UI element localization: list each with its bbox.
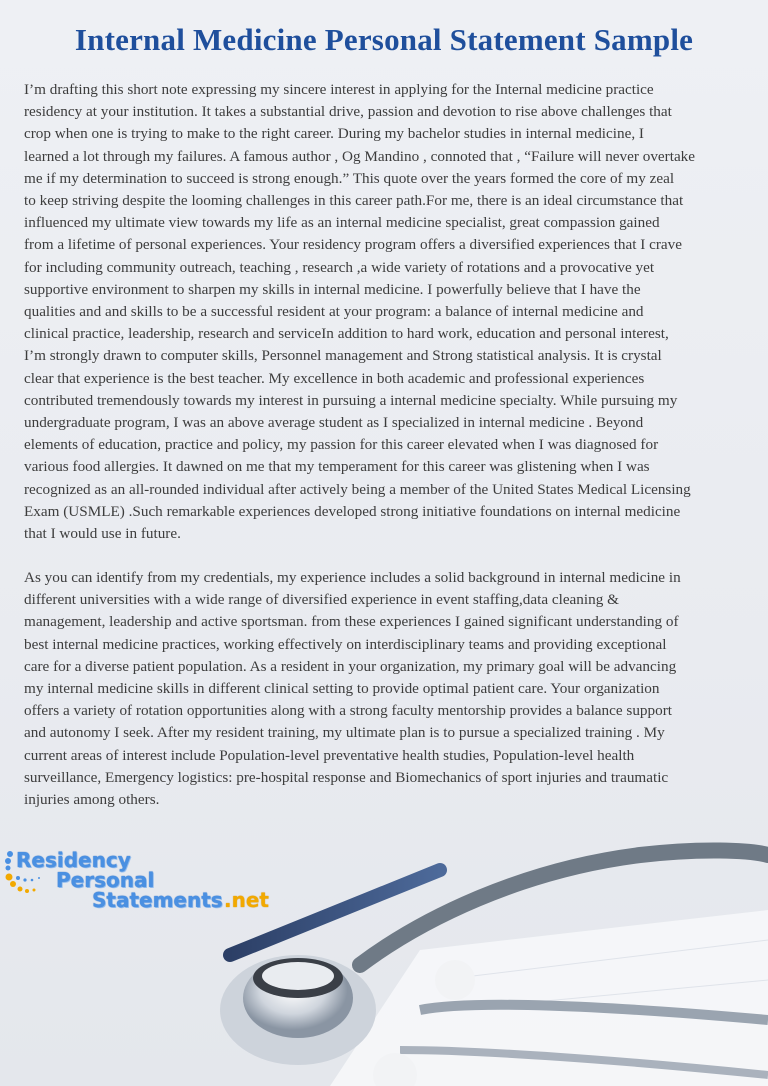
paragraph-2: [24, 567, 754, 811]
logo-text-residency: Residency: [16, 848, 131, 872]
text-line: Exam (USMLE) .Such remarkable experiences developed strong initiative foundations on internal medicine: [24, 502, 681, 520]
text-line: various food allergies. It dawned on me that my temperament for this career was glistening when I was: [24, 458, 650, 476]
text-line: current areas of interest include Population-level preventative health studies, Population-level health: [24, 746, 635, 764]
text-line: from a lifetime of personal experiences. Your residency program offers a diversified experiences that I crave: [24, 236, 682, 254]
text-line: learned a lot through my failures. A famous author , Og Mandino , connoted that , “Failure will never overtake: [24, 147, 696, 165]
text-line: As you can identify from my credentials, my experience includes a solid background in internal medicine in: [24, 569, 681, 586]
text-line: crop when one is trying to make to the right career. During my bachelor studies in internal medicine, I: [24, 125, 644, 143]
paragraph-1: [24, 79, 754, 545]
text-line: for including community outreach, teaching , research ,a wide variety of rotations and a provocative yet: [24, 258, 655, 276]
text-line: and autonomy I seek. After my resident training, my ultimate plan is to pursue a specialized training . My: [24, 724, 665, 742]
text-line: that I would use in future.: [24, 525, 181, 543]
text-line: management, leadership and active sportsman. from these experiences I gained significant understanding of: [24, 613, 679, 631]
text-line: me if my determination to succeed is strong enough.” This quote over the years formed the core of my zeal: [24, 169, 675, 187]
text-line: my internal medicine skills in different clinical setting to provide optimal patient care. Your organization: [24, 680, 660, 698]
text-line: surveillance, Emergency logistics: pre-hospital response and Biomechanics of sport injuries and traumatic: [24, 768, 669, 786]
text-line: qualities and and skills to be a successful resident at your program: a balance of internal medicine and: [24, 303, 644, 321]
text-line: I’m drafting this short note expressing my sincere interest in applying for the Internal medicine practice: [24, 81, 654, 98]
text-line: contributed tremendously towards my interest in pursuing a internal medicine specialty. While pursuing my: [24, 391, 678, 409]
text-line: recognized as an all-rounded individual after actively being a member of the United States Medical Licensing: [24, 480, 691, 498]
text-line: to keep striving despite the looming challenges in this career path.For me, there is an ideal circumstance that: [24, 192, 684, 210]
text-line: best internal medicine practices, working effectively on interdisciplinary teams and providing exceptional: [24, 635, 667, 653]
text-line: I’m strongly drawn to computer skills, Personnel management and Strong statistical analysis. It is crystal: [24, 347, 662, 365]
text-line: influenced my ultimate view towards my life as an internal medicine specialist, great compassion gained: [24, 214, 660, 232]
text-line: injuries among others.: [24, 791, 160, 809]
text-line: supportive environment to sharpen my skills in internal medicine. I powerfully believe that I have the: [24, 280, 641, 298]
text-line: residency at your institution. It takes a substantial drive, passion and devotion to rise above challenges that: [24, 103, 672, 121]
text-line: clinical practice, leadership, research and serviceIn addition to hard work, education and personal interest,: [24, 325, 669, 343]
logo-text-statements: Statements: [92, 888, 223, 912]
text-line: undergraduate program, I was an above average student as I specialized in internal medicine . Beyond: [24, 414, 644, 432]
text-line: care for a diverse patient population. As a resident in your organization, my primary goal will be advancing: [24, 657, 677, 675]
text-line: clear that experience is the best teacher. My excellence in both academic and professional experiences: [24, 369, 645, 387]
text-line: offers a variety of rotation opportunities along with a strong faculty mentorship provides a balance support: [24, 702, 672, 720]
logo-text-personal: Personal: [56, 868, 155, 892]
text-line: elements of education, practice and policy, my passion for this career elevated when I was diagnosed for: [24, 436, 659, 454]
page-title: Internal Medicine Personal Statement Sample: [74, 22, 694, 57]
residency-personal-statements-logo: [4, 848, 284, 918]
logo-text-net: .net: [224, 888, 269, 912]
text-line: different universities with a wide range of diversified experience in event staffing,data cleaning &: [24, 591, 619, 609]
